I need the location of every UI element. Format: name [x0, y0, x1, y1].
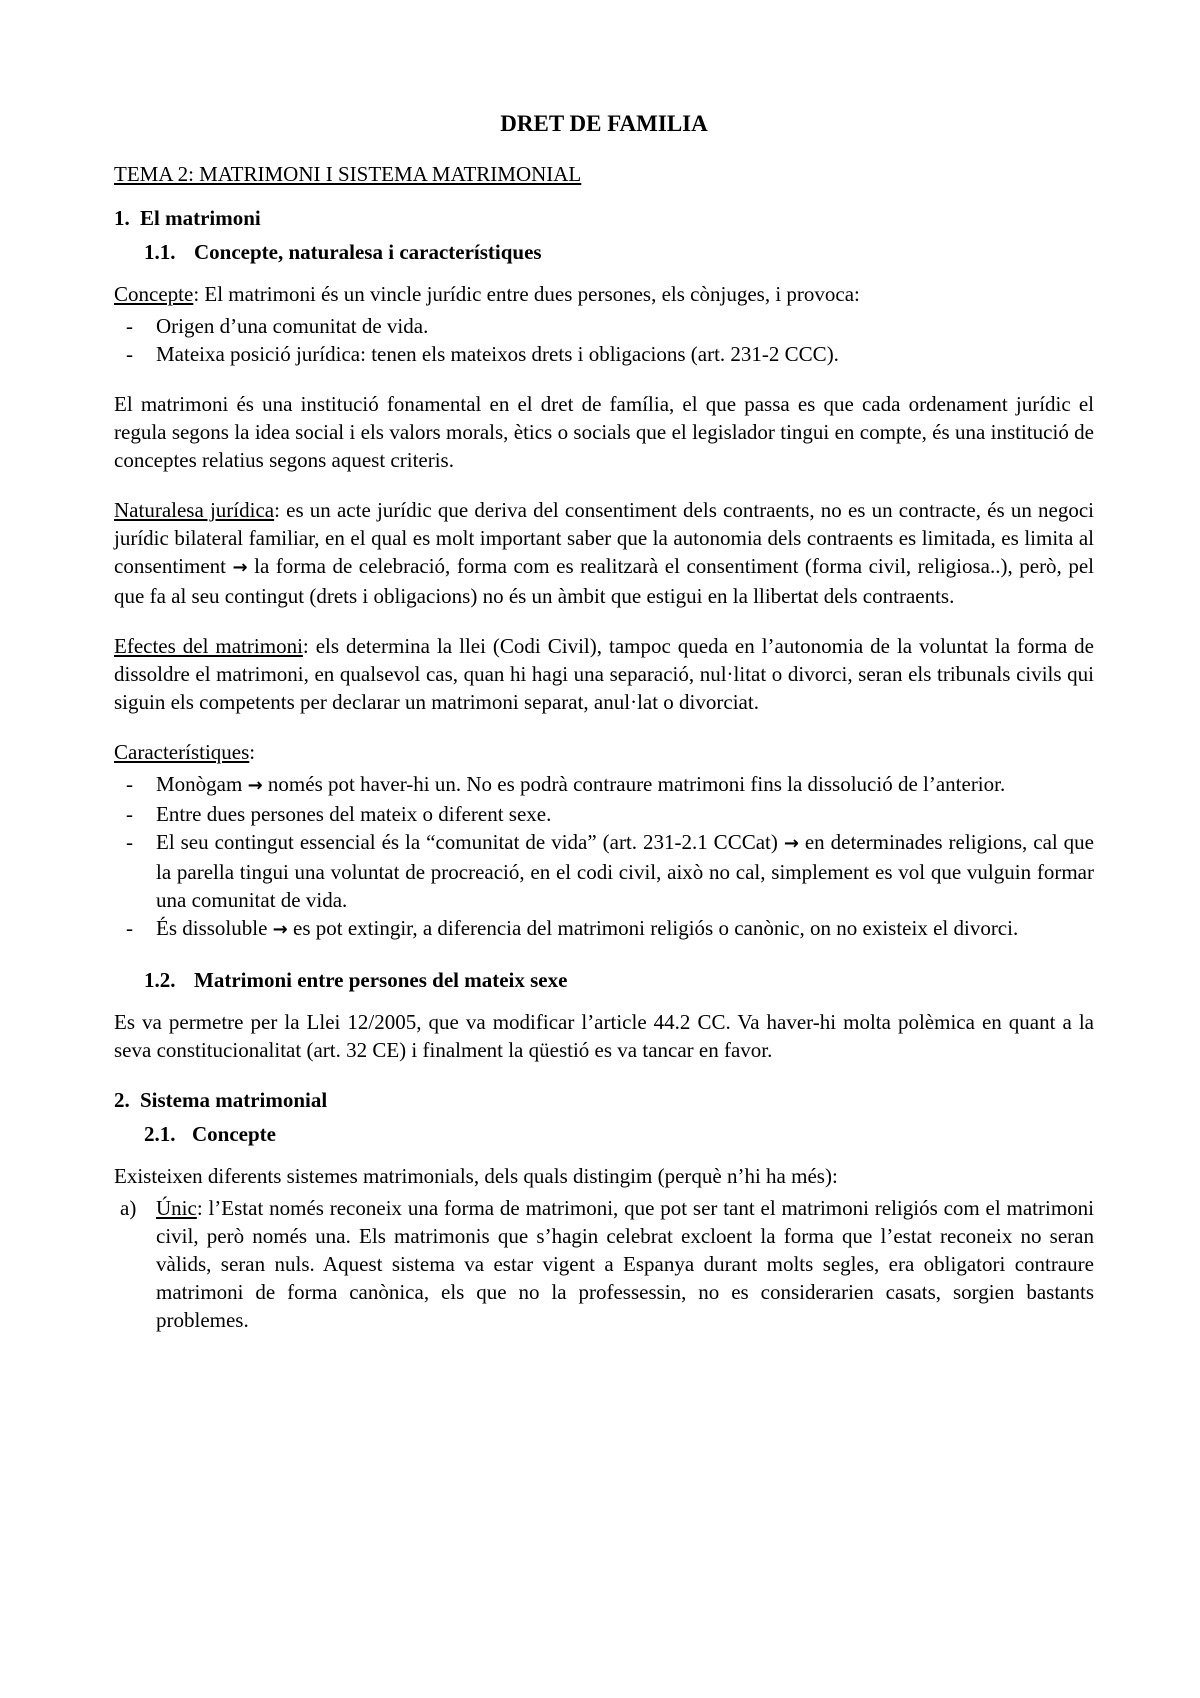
- paragraph-sistemes-intro: Existeixen diferents sistemes matrimonials, dels quals distingim (perquè n’hi ha més):: [114, 1164, 838, 1188]
- item-text: només pot haver-hi un. No es podrà contraure matrimoni fins la dissolució de l’anterior.: [262, 772, 1006, 796]
- item-text: El seu contingut essencial és la “comunitat de vida” (art. 231-2.1 CCCat): [156, 830, 784, 854]
- paragraph-caracteristiques: [114, 738, 1094, 766]
- section-number: 1.2.: [144, 968, 176, 992]
- paragraph-naturalesa: [114, 496, 1094, 610]
- term-label: Naturalesa jurídica: [114, 498, 275, 522]
- term-label: Concepte: [114, 282, 194, 306]
- caracteristiques-list: [114, 770, 1094, 944]
- arrow-right-icon: →: [783, 833, 799, 854]
- item-text: es pot extingir, a diferencia del matrimoni religiós o canònic, on no existeix el divorci.: [287, 916, 1019, 940]
- colon: :: [249, 740, 256, 764]
- list-item: [114, 828, 1094, 914]
- paragraph-efectes: [114, 632, 1094, 716]
- concepte-list: [114, 312, 1094, 368]
- list-item: [114, 914, 1094, 944]
- paragraph-mateix-sexe: Es va permetre per la Llei 12/2005, que va modificar l’article 44.2 CC. Va haver-hi molta polèmica en quant a la seva constitucionalitat (art. 32 CE) i finalment la qüestió es va tancar en favor.: [114, 1010, 1094, 1062]
- section-number: 1.: [114, 206, 130, 230]
- list-marker: a): [120, 1196, 137, 1220]
- section-number: 2.: [114, 1088, 130, 1112]
- item-text: Monògam: [156, 772, 248, 796]
- arrow-right-icon: →: [247, 775, 263, 796]
- list-item: - Mateixa posició jurídica: tenen els mateixos drets i obligacions (art. 231-2 CCC).: [114, 340, 1094, 368]
- item-text: : l’Estat només reconeix una forma de matrimoni, que pot ser tant el matrimoni religiós com el matrimoni civil, però només una. Els matrimonis que s’hagin celebrat excloent la forma que l’estat reconeix no seran vàlids, seran nuls. Aquest sistema va estar vigent a Espanya durant molts segles, era obligatori contraure matrimoni de forma canònica, els que no la professessin, no es considerarien casats, sorgien bastants problemes.: [156, 1196, 1094, 1332]
- section-number: 2.1.: [144, 1122, 176, 1146]
- section-title: Matrimoni entre persones del mateix sexe: [194, 968, 568, 992]
- document-title: DRET DE FAMILIA: [500, 111, 708, 136]
- term-label: Efectes del matrimoni: [114, 634, 303, 658]
- arrow-right-icon: →: [272, 919, 288, 940]
- list-item: [114, 1194, 1094, 1334]
- document-page: [114, 92, 1094, 1334]
- topic-subtitle: TEMA 2: MATRIMONI I SISTEMA MATRIMONIAL: [114, 162, 582, 186]
- paragraph-text: : els determina la llei (Codi Civil), tampoc queda en l’autonomia de la voluntat la forma de dissoldre el matrimoni, en qualsevol cas, quan hi hagi una separació, nul·litat o divorci, seran els tribunals civils qui siguin els competents per declarar un matrimoni separat, anul·lat o divorciat.: [114, 634, 1094, 714]
- section-1-1-heading: [144, 238, 1094, 266]
- list-item: [114, 770, 1094, 800]
- paragraph-institucio: El matrimoni és una institució fonamental en el dret de família, el que passa es que cada ordenament jurídic el regula segons la idea social i els valors morals, ètics o socials que el legislador tingui en compte, és una institució de conceptes relatius segons aquest criteris.: [114, 392, 1094, 472]
- section-2-heading: [114, 1086, 1094, 1114]
- term-label: Característiques: [114, 740, 250, 764]
- sistemes-list: [114, 1194, 1094, 1334]
- item-text: És dissoluble: [156, 916, 273, 940]
- item-text: en determinades religions, cal que la parella tingui una voluntat de procreació, en el codi civil, això no cal, simplement es vol que vulguin formar una comunitat de vida.: [156, 830, 1094, 912]
- section-title: El matrimoni: [140, 206, 261, 230]
- section-1-heading: [114, 204, 1094, 232]
- paragraph-text: la forma de celebració, forma com es realitzarà el consentiment (forma civil, religiosa..), però, pel que fa al seu contingut (drets i obligacions) no és un àmbit que estigui en la llibertat dels contraents.: [114, 554, 1094, 608]
- arrow-right-icon: →: [232, 557, 248, 578]
- section-title: Concepte, naturalesa i característiques: [194, 240, 542, 264]
- section-title: Concepte: [192, 1122, 276, 1146]
- section-2-1-heading: [144, 1120, 1094, 1148]
- section-number: 1.1.: [144, 240, 176, 264]
- list-item: - Entre dues persones del mateix o diferent sexe.: [114, 800, 1094, 828]
- paragraph-text: : El matrimoni és un vincle jurídic entre dues persones, els cònjuges, i provoca:: [193, 282, 860, 306]
- section-title: Sistema matrimonial: [140, 1088, 328, 1112]
- list-item: - Origen d’una comunitat de vida.: [114, 312, 1094, 340]
- paragraph-concepte: [114, 280, 1094, 308]
- section-1-2-heading: [144, 966, 1094, 994]
- term-label: Únic: [156, 1196, 197, 1220]
- paragraph-text: : es un acte jurídic que deriva del consentiment dels contraents, no es un contracte, és un negoci jurídic bilateral familiar, en el qual es molt important saber que la autonomia dels contraents es limitada, es limita al consentiment: [114, 498, 1094, 578]
